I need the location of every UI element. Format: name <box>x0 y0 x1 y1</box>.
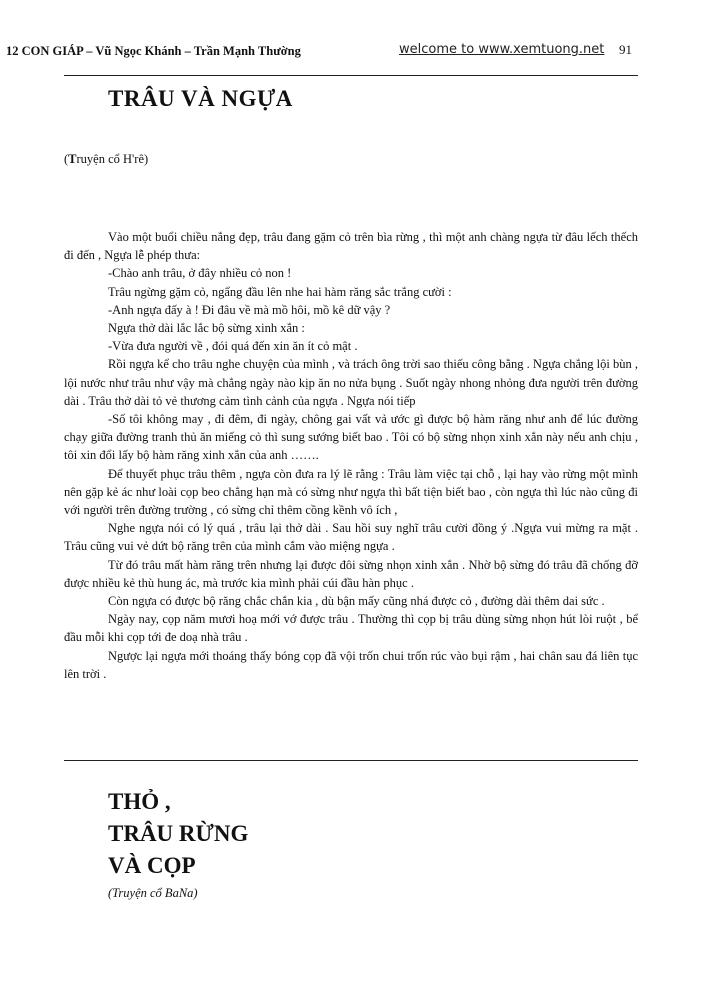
story-body <box>64 228 638 683</box>
next-story-title-line: THỎ , <box>108 789 171 814</box>
subtitle-rest: ruyện cổ H'rê <box>76 152 145 166</box>
next-story-title-line: VÀ CỌP <box>108 853 196 878</box>
story-title: TRÂU VÀ NGỰA <box>108 86 293 111</box>
story-subtitle: (Truyện cổ H'rê) <box>64 152 149 166</box>
paragraph: Rồi ngựa kể cho trâu nghe chuyện của mình , và trách ông trời sao thiếu công bằng . Ngựa chẳng lội bùn , lội nước như trâu như vậy mà chẳng ngày nào kịp ăn no nửa bụng . Suốt ngày nhong nhỏng đưa người trên đường dài . Trâu thở dài tỏ vẻ thương cảm tình cảnh của ngựa . Ngựa nói tiếp <box>64 357 638 408</box>
dialogue-line: -Vừa đưa người về , đói quá đến xin ăn ít cỏ mật . <box>108 339 358 354</box>
header-divider <box>64 75 638 76</box>
next-story-subtitle: (Truyện cổ BaNa) <box>108 886 198 900</box>
dialogue-line: -Anh ngựa đấy à ! Đi đâu về mà mồ hôi, mồ kê dữ vậy ? <box>108 302 391 317</box>
website-link[interactable]: welcome to www.xemtuong.net <box>399 42 605 57</box>
paragraph: Từ đó trâu mất hàm răng trên nhưng lại được đôi sừng nhọn xinh xắn . Nhờ bộ sừng đó trâu đã chống đỡ được nhiều kẻ thù hung ác, mà trước kia mình phải cúi đầu hàn phục . <box>64 557 638 590</box>
subtitle-initial: T <box>68 152 77 166</box>
paragraph: Để thuyết phục trâu thêm , ngựa còn đưa ra lý lẽ rằng : Trâu làm việc tại chỗ , lại hay vào rừng một mình nên gặp kẻ ác như loài cọp beo chẳng hạn mà có sừng như ngựa thì bất tiện biết bao , còn ngựa thì lúc nào cũng đi với người trên đường trường , có sừng chỉ thêm cồng kềnh vô ích , <box>64 466 638 518</box>
paragraph: Ngày nay, cọp năm mươi hoạ mới vớ được trâu . Thường thì cọp bị trâu dùng sừng nhọn hút lòi ruột , bể đầu mỗi khi cọp tới đe doạ nhà trâu . <box>64 612 638 645</box>
dialogue-line: -Chào anh trâu, ở đây nhiều cỏ non ! <box>108 266 292 281</box>
paragraph: Nghe ngựa nói có lý quá , trâu lại thở dài . Sau hồi suy nghĩ trâu cười đồng ý .Ngựa vui mừng ra mặt . Trâu cũng vui vẻ dứt bộ răng trên của mình cắm vào miệng ngựa . <box>64 521 638 554</box>
paragraph: Vào một buổi chiều nắng đẹp, trâu đang gặm cỏ trên bìa rừng , thì một anh chàng ngựa từ đâu lếch thếch đi đến , Ngựa lễ phép thưa: <box>64 230 638 263</box>
page-number: 91 <box>619 42 632 57</box>
paragraph: Còn ngựa có được bộ răng chắc chắn kia , dù bận mấy cũng nhá được cỏ , đường dài thêm dai sức . <box>108 594 605 609</box>
paragraph: Ngược lại ngựa mới thoáng thấy bóng cọp đã vội trốn chui trốn rúc vào bụi rậm , hai chân sau đá liên tục lên trời . <box>64 648 638 681</box>
next-story-title <box>108 786 248 882</box>
paragraph: -Số tôi không may , đi đêm, đi ngày, chông gai vất vả ước gì được bộ hàm răng như anh để lúc đường chạy giữa đường tranh thủ ăn miếng cỏ thì sung sướng biết bao . Tôi có bộ sừng nhọn xinh xắn này nếu anh chịu , tôi xin đổi lấy bộ hàm răng xinh xắn của anh ……. <box>64 412 638 463</box>
running-header-title: 12 CON GIÁP – Vũ Ngọc Khánh – Trần Mạnh Thường <box>6 44 301 58</box>
dialogue-line: Trâu ngừng gặm cỏ, ngẩng đầu lên nhe hai hàm răng sắc trắng cười : <box>108 284 452 299</box>
next-story-title-line: TRÂU RỪNG <box>108 821 249 846</box>
section-divider <box>64 760 638 761</box>
dialogue-line: Ngựa thở dài lắc lắc bộ sừng xinh xắn : <box>108 321 305 336</box>
